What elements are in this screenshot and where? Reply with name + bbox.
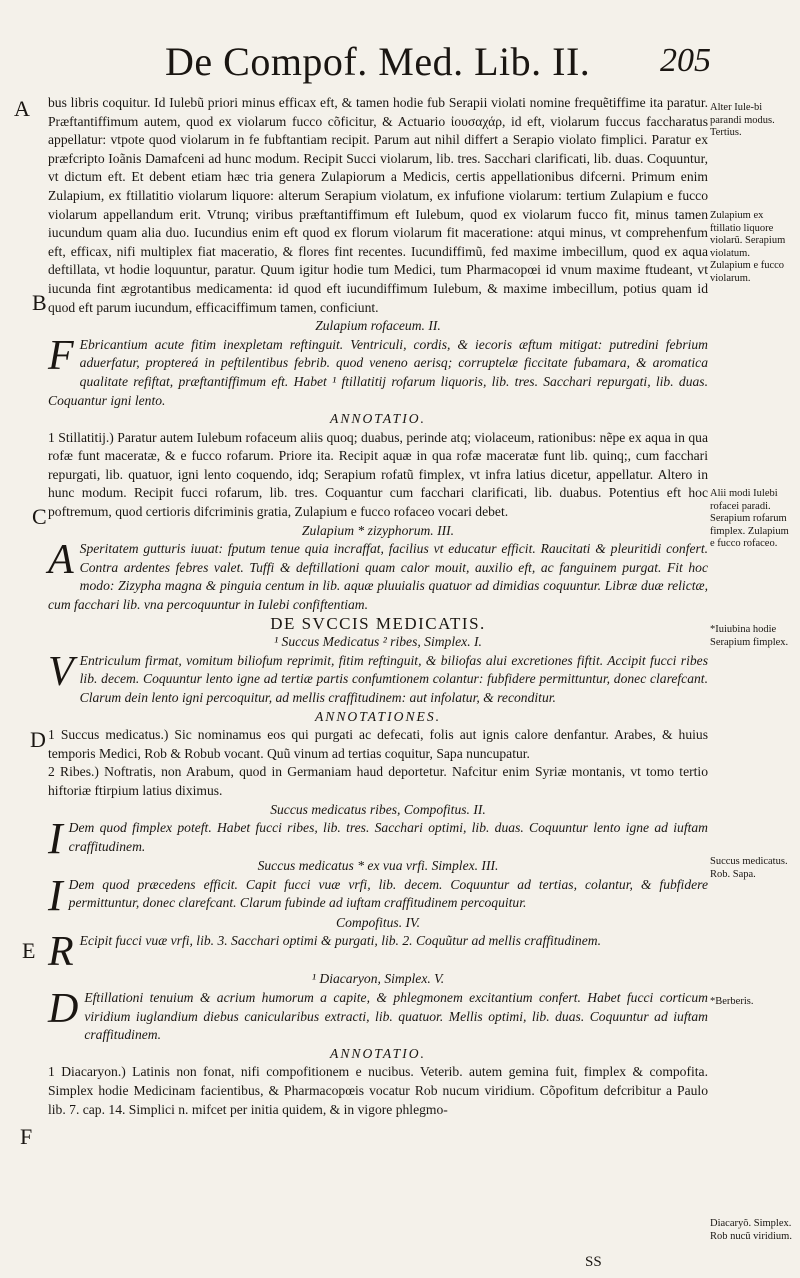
signature-mark: SS (585, 1254, 602, 1270)
side-note: Succus medicatus. Rob. Sapa. (710, 856, 788, 880)
margin-letter-e: E (22, 938, 36, 963)
section-heading: Zulapium rofaceum. II. (315, 318, 441, 334)
running-head: De Compof. Med. Lib. II. (165, 39, 591, 84)
margin-letter-a: A (14, 96, 30, 121)
section-heading: Compofitus. IV. (336, 914, 420, 930)
drop-cap: I (48, 814, 63, 864)
section-heading: ¹ Diacaryon, Simplex. V. (311, 971, 445, 987)
margin-letter-f: F (20, 1124, 33, 1149)
annotation-paragraph: 1 Succus medicatus.) Sic nominamus eos qui purgati ac defecati, folis aut ignis calore denfantur. Arabes, & huius temporis Medici, Rob & Robub vocant. Quũ vinum ad tertias coquitur, Sapa nuncupatur. (48, 727, 708, 761)
margin-letter-b: B (32, 290, 47, 315)
drop-cap: V (48, 648, 74, 695)
drop-cap: D (48, 985, 79, 1032)
recipe-paragraph (48, 870, 708, 920)
recipe-text: Eftillationi tenuium & acrium humorum a capite, & phlegmonem excitantium confert. Habet fucci corticum viridium iuglandium diebus canicularibus extracti, lib. quatuor. Mellis optimi, lib. duas. Coquuntur ad iuftam craffitudinem. (84, 989, 708, 1043)
recipe-text: Entriculum firmat, vomitum biliofum reprimit, fitim reftinguit, & biliofas alui excretiones fiftit. Accipit fucci ribes lib. decem. Coquuntur lento igne ad tertiæ partis confumtionem colantur: fubfidere permittuntur, donec clarefcant. Clarum dein lento igni percoquitur, ad mellis craffitudinem: aut infolatur, & reconditur. (79, 652, 708, 705)
side-note: Diacaryõ. Simplex. Rob nucũ viridium. (710, 1218, 792, 1242)
section-heading: Zulapium * zizyphorum. III. (301, 522, 455, 538)
recipe-text: Dem quod præcedens efficit. Capit fucci vuæ vrfi, lib. decem. Coquuntur ad tertias, colantur, & fubfidere permittuntur, donec clarefcant. Clarum fubinde ad iuftam craffitudinem percoquitur. (68, 876, 708, 911)
recipe-paragraph (48, 648, 708, 708)
main-text (48, 94, 708, 1119)
side-note: *Berberis. (710, 996, 754, 1007)
recipe-paragraph (48, 332, 708, 410)
section-heading: Succus medicatus ribes, Compofitus. II. (270, 801, 486, 817)
section-heading: Succus medicatus * ex vua vrfi. Simplex. III. (257, 858, 499, 874)
drop-cap: A (48, 537, 74, 584)
side-note: Alii modi Iulebi rofacei paradi. Serapium rofarum fimplex. Zulapium e fucco rofaceo. (710, 488, 789, 550)
recipe-paragraph (48, 985, 708, 1045)
section-heading: ¹ Succus Medicatus ² ribes, Simplex. I. (274, 634, 482, 650)
paragraph: bus libris coquitur. Id Iulebũ priori minus efficax eft, & tamen hodie fub Serapii violati nomine frequẽtiffime ita paratur. Præftantiffimum autem, quod ex violarum fucco cõficitur, & Actuario ἰουσαχάρ, id eft, violarum fuccus faccharatus appellatur: vtpote quod violarum in fe fubftantiam recipit. Parum aut nihil differt a Serapio violato fimplici. Paratur ex præfcripto Ioãnis Damafceni ad hunc modum. Recipit Succi violarum, lib. tres. Sacchari clarificati, lib. duas. Coquuntur, vt dictum eft. Et debent etiam hæc tria genera Zulapiorum a Medicis, certis appellationibus difcerni. Primum enim Zulapium, ex ftillatitio violarum liquore: alterum Serapium violatum, ex infufione violarum: tertium Zulapium e fucco violarum appellandum erit. Vtrunq; viribus præftantiffimum eft Iulebum, quod ex violarum fucco fit, minus tamen iucundum quam alia duo. Iucundius enim eft quod ex florum violarum fit maceratione: atqui minus, vt comprehenfum eft, efficax, nifi multiplex fiat maceratio, & flores fint recentes. Iucundiffimũ, fed maxime imbecillum, quod ex aqua deftillata, vt hodie loquuntur, paratur. Quum igitur hodie tum Medici, tum Pharmacopœi id vnum maxime ftudeant, vt iucunda fint ægrotantibus medicamenta: id quod eft iucundiffimum Iulebum, & maxime imbecillum, potius quam id quod eft parum iucundum, efficaciffimum tamen, conficiunt. (48, 95, 708, 315)
annotation-paragraph: 1 Stillatitij.) Paratur autem Iulebum rofaceum aliis quoq; duabus, perinde atq; violaceum, rationibus: nẽpe ex aqua in qua rofæ funt maceratæ, & e fucco rofarum. Priore ita. Recipit aquæ in qua rofæ maceratæ funt lib. quinq;, cum facchari repurgati, lib. quatuor, igni lento coquendo, idq; Serapium rofatũ fimplex, vt infra latius dicetur, appellatur. Altero in hunc modum. Recipit fucci rofarum, lib. tres. Coquantur cum facchari clarificati, lib. duabus. Potentius eft hoc poftremum, quod certioris difcriminis gratia, Zulapium e fucco rofaceo vocari debet. (48, 429, 708, 520)
recipe-text: Dem quod fimplex poteft. Habet fucci ribes, lib. tres. Sacchari optimi, lib. duas. Coquuntur lento igne ad iuftam craffitudinem. (68, 820, 708, 854)
page-header (0, 38, 800, 88)
recipe-paragraph (48, 814, 708, 864)
margin-letter-d: D (30, 727, 46, 752)
recipe-paragraph (48, 929, 708, 976)
annotation-heading: ANNOTATIONES. (314, 708, 442, 724)
margin-letter-c: C (32, 504, 47, 529)
drop-cap: I (48, 870, 63, 920)
drop-cap: R (48, 929, 74, 976)
drop-cap: F (48, 332, 74, 379)
chapter-heading: DE SVCCIS MEDICATIS. (270, 613, 486, 633)
annotation-paragraph: 1 Diacaryon.) Latinis non fonat, nifi compofitionem e nucibus. Veterib. autem gemina fuit, fimplex & compofita. Simplex hodie Medicinam facientibus, & Pharmacopœis vocatur Rob nucum viridium. Cõpofitum defcribitur a Paulo lib. 7. cap. 14. Simplici n. mifcet per initia quidem, & in vigore phlegmo- (48, 1064, 708, 1117)
annotation-paragraph: 2 Ribes.) Noftratis, non Arabum, quod in Germaniam haud deportetur. Nafcitur enim Syriæ montanis, vt tomo tertio hiftoriæ ftirpium latius diximus. (48, 764, 708, 798)
side-note: *Iuiubina hodie Serapium fimplex. (710, 624, 789, 648)
annotation-heading: ANNOTATIO. (330, 1045, 426, 1061)
annotation-heading: ANNOTATIO. (330, 411, 426, 427)
recipe-paragraph (48, 537, 708, 614)
recipe-text: Speritatem gutturis iuuat: fputum tenue quia incraffat, facilius vt educatur efficit. Raucitati & pleuritidi confert. Contra ardentes febres valet. Tuffi & deftillationi quam calor mouit, auxilio eft, ac fanguinem purgat. Fit hoc modo: Zizypha magna & pinguia centum in lib. aquæ pluuialis quatuor ad dimidias coquuntur. Libræ duæ relictæ, cum facchari lib. vna percoquuntur in Iulebi confiftentiam. (48, 541, 708, 613)
side-note: Zulapium ex ftillatio liquore violarũ. Serapium violatum. Zulapium e fucco violarum. (710, 210, 786, 284)
side-note: Alter Iule-bi parandi modus. Tertius. (710, 102, 775, 139)
recipe-text: Ecipit fucci vuæ vrfi, lib. 3. Sacchari optimi & purgati, lib. 2. Coquũtur ad mellis craffitudinem. (79, 933, 601, 949)
page-number: 205 (660, 42, 711, 79)
recipe-text: Ebricantium acute fitim inexpletam reftinguit. Ventriculi, cordis, & iecoris æftum mitigat: putredini febrium aduerfatur, proptereá in peftilentibus febrib. quod veneno aerisq; corruptelæ ficcitate fubamara, & aromatica qualitate refiftat, præftantiffimum eft. Habet ¹ ftillatitij rofarum liquoris, lib. tres. Sacchari repurgati, lib. duas. Coquantur igni lento. (48, 336, 708, 408)
